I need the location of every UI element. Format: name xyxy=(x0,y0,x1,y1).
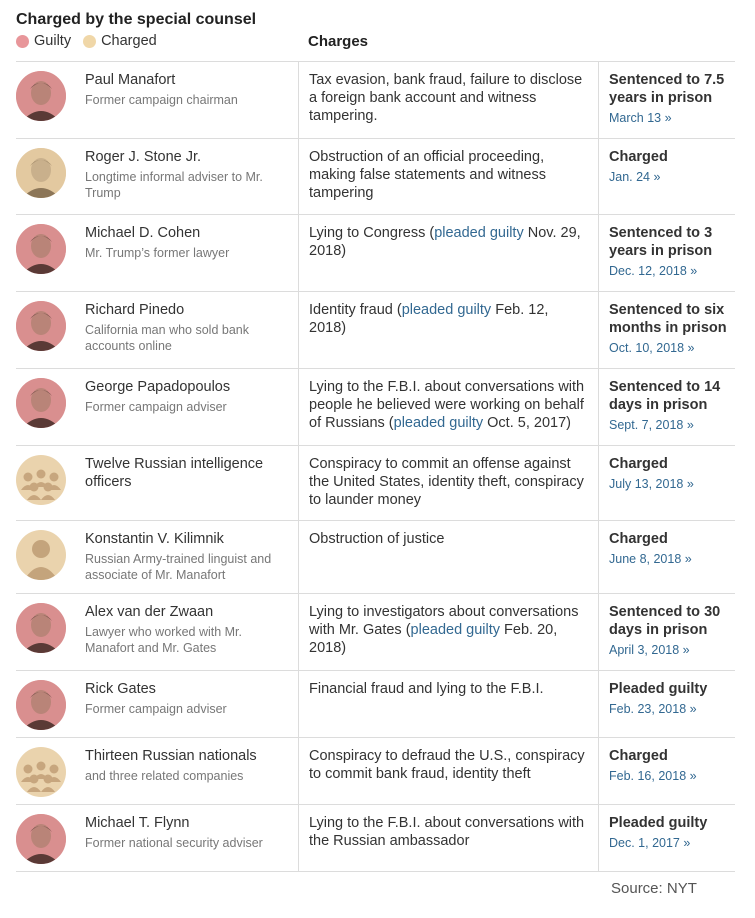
person-info xyxy=(85,680,235,737)
charges-text: Lying to the F.B.I. about conversations with people he believed were working on behalf of Russians ( xyxy=(309,379,585,431)
person-info xyxy=(85,148,298,214)
legend-item-charged xyxy=(83,33,157,49)
charges-cell xyxy=(298,671,598,737)
charges-text-end: Nov. 29, 2018) xyxy=(309,225,581,259)
table-row xyxy=(16,215,735,292)
pleaded-guilty-link[interactable]: pleaded guilty xyxy=(401,302,492,318)
person-description: and three related companies xyxy=(85,769,244,783)
charges-table xyxy=(16,61,735,872)
status-cell xyxy=(598,594,735,670)
source-note: Source: NYT xyxy=(611,880,697,897)
person-info xyxy=(85,747,265,804)
person-description: Lawyer who worked with Mr. Manafort and Mr. Gates xyxy=(85,625,243,655)
table-row xyxy=(16,738,735,805)
person-name: Richard Pinedo xyxy=(85,302,185,318)
status-date-link[interactable]: March 13 » xyxy=(609,111,672,125)
person-name: Alex van der Zwaan xyxy=(85,604,214,620)
charges-text-end: Oct. 5, 2017) xyxy=(483,415,571,431)
portrait-photo-icon xyxy=(16,603,66,653)
person-info xyxy=(85,603,298,670)
person-info xyxy=(85,301,298,368)
person-info xyxy=(85,224,237,291)
charges-text: Conspiracy to defraud the U.S., conspiracy to commit bank fraud, identity theft xyxy=(309,748,585,782)
status-date-link[interactable]: June 8, 2018 » xyxy=(609,552,692,566)
pleaded-guilty-link[interactable]: pleaded guilty xyxy=(434,225,524,241)
status-cell xyxy=(598,369,735,445)
person-name: Michael T. Flynn xyxy=(85,815,190,831)
legend-item-guilty xyxy=(16,33,71,49)
legend xyxy=(16,33,169,49)
table-row xyxy=(16,292,735,369)
charges-cell xyxy=(298,446,598,520)
charges-text-end: Feb. 12, 2018) xyxy=(309,302,549,336)
status-cell xyxy=(598,671,735,737)
person-description: Former campaign adviser xyxy=(85,400,227,414)
status-cell xyxy=(598,521,735,593)
status-label: Sentenced to 14 days in prison xyxy=(609,379,721,413)
portrait-photo-icon xyxy=(16,224,66,274)
table-row xyxy=(16,671,735,738)
status-date-link[interactable]: Feb. 23, 2018 » xyxy=(609,702,697,716)
person-cell xyxy=(16,738,298,804)
legend-label-charged: Charged xyxy=(101,33,157,49)
table-row xyxy=(16,594,735,671)
person-cell xyxy=(16,521,298,593)
person-silhouette-icon xyxy=(16,530,66,580)
person-info xyxy=(85,378,238,445)
status-label: Charged xyxy=(609,456,668,472)
charges-text-end: Feb. 20, 2018) xyxy=(309,622,558,656)
status-cell xyxy=(598,446,735,520)
portrait-photo-icon xyxy=(16,301,66,351)
person-description: Former campaign adviser xyxy=(85,702,227,716)
table-row xyxy=(16,139,735,215)
person-name: Paul Manafort xyxy=(85,72,176,88)
status-cell xyxy=(598,738,735,804)
person-cell xyxy=(16,594,298,670)
status-date-link[interactable]: Sept. 7, 2018 » xyxy=(609,418,694,432)
page-title: Charged by the special counsel xyxy=(16,11,257,28)
person-name: Twelve Russian intelligence officers xyxy=(85,456,264,490)
table-row xyxy=(16,62,735,139)
charges-cell xyxy=(298,369,598,445)
charges-cell xyxy=(298,139,598,214)
status-date-link[interactable]: Dec. 1, 2017 » xyxy=(609,836,691,850)
status-label: Sentenced to 7.5 years in prison xyxy=(609,72,725,106)
pleaded-guilty-link[interactable]: pleaded guilty xyxy=(410,622,501,638)
person-description: Longtime informal adviser to Mr. Trump xyxy=(85,170,263,200)
charges-cell xyxy=(298,805,598,871)
charges-cell xyxy=(298,215,598,291)
charges-text: Tax evasion, bank fraud, failure to disclose a foreign bank account and witness tampering. xyxy=(309,72,583,124)
table-row xyxy=(16,805,735,872)
person-description: Former national security adviser xyxy=(85,836,263,850)
person-cell xyxy=(16,292,298,368)
person-info xyxy=(85,530,298,593)
portrait-photo-icon xyxy=(16,680,66,730)
charges-column-header: Charges xyxy=(308,33,369,50)
charges-text: Conspiracy to commit an offense against the United States, identity theft, conspiracy to launder money xyxy=(309,456,584,508)
person-name: Thirteen Russian nationals xyxy=(85,748,257,764)
status-date-link[interactable]: Oct. 10, 2018 » xyxy=(609,341,695,355)
status-date-link[interactable]: Dec. 12, 2018 » xyxy=(609,264,698,278)
legend-label-guilty: Guilty xyxy=(34,33,72,49)
charges-text: Obstruction of justice xyxy=(309,531,445,547)
status-cell xyxy=(598,62,735,138)
charges-cell xyxy=(298,292,598,368)
person-description: Former campaign chairman xyxy=(85,93,238,107)
person-cell xyxy=(16,139,298,214)
charges-cell xyxy=(298,521,598,593)
charges-text: Lying to Congress ( xyxy=(309,225,435,241)
status-label: Pleaded guilty xyxy=(609,815,708,831)
person-name: Konstantin V. Kilimnik xyxy=(85,531,224,547)
status-label: Sentenced to 30 days in prison xyxy=(609,604,721,638)
person-cell xyxy=(16,369,298,445)
table-row xyxy=(16,369,735,446)
status-label: Charged xyxy=(609,531,668,547)
person-cell xyxy=(16,671,298,737)
status-label: Pleaded guilty xyxy=(609,681,708,697)
guilty-dot-icon xyxy=(16,35,29,48)
pleaded-guilty-link[interactable]: pleaded guilty xyxy=(393,415,484,431)
charges-text: Financial fraud and lying to the F.B.I. xyxy=(309,681,544,697)
person-description: Mr. Trump’s former lawyer xyxy=(85,246,230,260)
charges-text: Identity fraud ( xyxy=(309,302,402,318)
charges-cell xyxy=(298,62,598,138)
status-cell xyxy=(598,215,735,291)
charges-text: Obstruction of an official proceeding, making false statements and witness tampering xyxy=(309,149,546,201)
status-date-link[interactable]: Jan. 24 » xyxy=(609,170,661,184)
person-description: Russian Army-trained linguist and associate of Mr. Manafort xyxy=(85,552,272,582)
portrait-photo-icon xyxy=(16,71,66,121)
person-info xyxy=(85,814,271,871)
group-silhouette-icon xyxy=(16,747,66,797)
charges-cell xyxy=(298,594,598,670)
person-info xyxy=(85,455,298,520)
charges-text: Lying to the F.B.I. about conversations with the Russian ambassador xyxy=(309,815,585,849)
person-name: Rick Gates xyxy=(85,681,156,697)
person-name: George Papadopoulos xyxy=(85,379,231,395)
status-cell xyxy=(598,139,735,214)
status-cell xyxy=(598,292,735,368)
status-cell xyxy=(598,805,735,871)
table-row xyxy=(16,446,735,521)
status-date-link[interactable]: Feb. 16, 2018 » xyxy=(609,769,697,783)
person-name: Michael D. Cohen xyxy=(85,225,201,241)
person-name: Roger J. Stone Jr. xyxy=(85,149,202,165)
person-info xyxy=(85,71,246,138)
person-description: California man who sold bank accounts online xyxy=(85,323,249,353)
status-date-link[interactable]: July 13, 2018 » xyxy=(609,477,694,491)
status-label: Charged xyxy=(609,748,668,764)
person-cell xyxy=(16,62,298,138)
person-cell xyxy=(16,805,298,871)
group-silhouette-icon xyxy=(16,455,66,505)
status-date-link[interactable]: April 3, 2018 » xyxy=(609,643,690,657)
table-row xyxy=(16,521,735,594)
charges-cell xyxy=(298,738,598,804)
portrait-photo-icon xyxy=(16,378,66,428)
charges-text: Lying to investigators about conversations with Mr. Gates ( xyxy=(309,604,579,638)
charged-dot-icon xyxy=(83,35,96,48)
status-label: Sentenced to six months in prison xyxy=(609,302,727,336)
status-label: Sentenced to 3 years in prison xyxy=(609,225,713,259)
status-label: Charged xyxy=(609,149,668,165)
portrait-photo-icon xyxy=(16,814,66,864)
person-cell xyxy=(16,215,298,291)
portrait-photo-icon xyxy=(16,148,66,198)
person-cell xyxy=(16,446,298,520)
